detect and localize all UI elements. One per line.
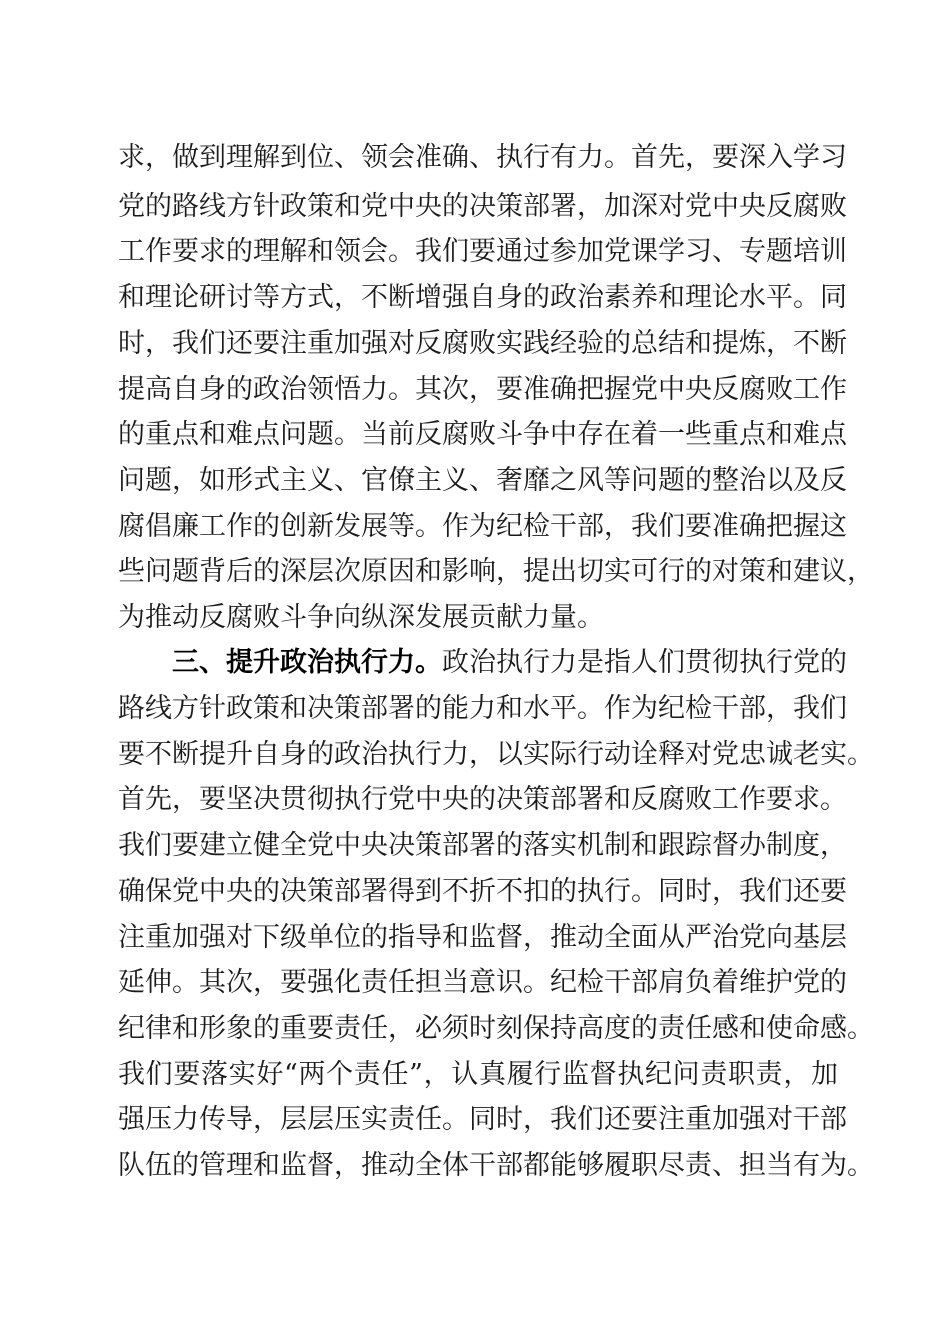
section-3-first-line	[172, 641, 847, 685]
text-line: 首先，要坚决贯彻执行党中央的决策部署和反腐败工作要求。	[118, 784, 847, 815]
text-line: 延伸。其次，要强化责任担当意识。纪检干部肩负着维护党的	[118, 967, 847, 998]
text-line: 要不断提升自身的政治执行力，以实际行动诠释对党忠诚老实。	[118, 739, 874, 770]
text-line: 为推动反腐败斗争向纵深发展贡献力量。	[118, 602, 604, 633]
text-line: 和理论研讨等方式，不断增强自身的政治素养和理论水平。同	[118, 282, 847, 313]
text-line: 队伍的管理和监督，推动全体干部都能够履职尽责、担当有为。	[118, 1150, 874, 1181]
text-line: 确保党中央的决策部署得到不折不扣的执行。同时，我们还要	[118, 876, 847, 907]
text-line: 我们要落实好“两个责任”，认真履行监督执纪问责职责，加	[118, 1059, 838, 1090]
text-line: 的重点和难点问题。当前反腐败斗争中存在着一些重点和难点	[118, 419, 847, 450]
text-line: 纪律和形象的重要责任，必须时刻保持高度的责任感和使命感。	[118, 1013, 874, 1044]
text-line: 路线方针政策和决策部署的能力和水平。作为纪检干部，我们	[118, 693, 847, 724]
section-3-heading: 三、提升政治执行力。	[172, 647, 442, 678]
text-line: 腐倡廉工作的创新发展等。作为纪检干部，我们要准确把握这	[118, 511, 847, 542]
text-line: 注重加强对下级单位的指导和监督，推动全面从严治党向基层	[118, 922, 847, 953]
text-line: 提高自身的政治领悟力。其次，要准确把握党中央反腐败工作	[118, 374, 847, 405]
text-line: 党的路线方针政策和党中央的决策部署，加深对党中央反腐败	[118, 191, 847, 222]
text-line: 强压力传导，层层压实责任。同时，我们还要注重加强对干部	[118, 1104, 847, 1135]
text-line: 问题，如形式主义、官僚主义、奢靡之风等问题的整治以及反	[118, 465, 847, 496]
text-line: 工作要求的理解和领会。我们要通过参加党课学习、专题培训	[118, 236, 847, 267]
text-line: 些问题背后的深层次原因和影响，提出切实可行的对策和建议，	[118, 556, 874, 587]
section-3-first-line-text: 政治执行力是指人们贯彻执行党的	[442, 647, 847, 678]
text-line: 我们要建立健全党中央决策部署的落实机制和跟踪督办制度，	[118, 830, 847, 861]
text-line: 时，我们还要注重加强对反腐败实践经验的总结和提炼，不断	[118, 328, 847, 359]
text-line: 求，做到理解到位、领会准确、执行有力。首先，要深入学习	[118, 142, 847, 173]
